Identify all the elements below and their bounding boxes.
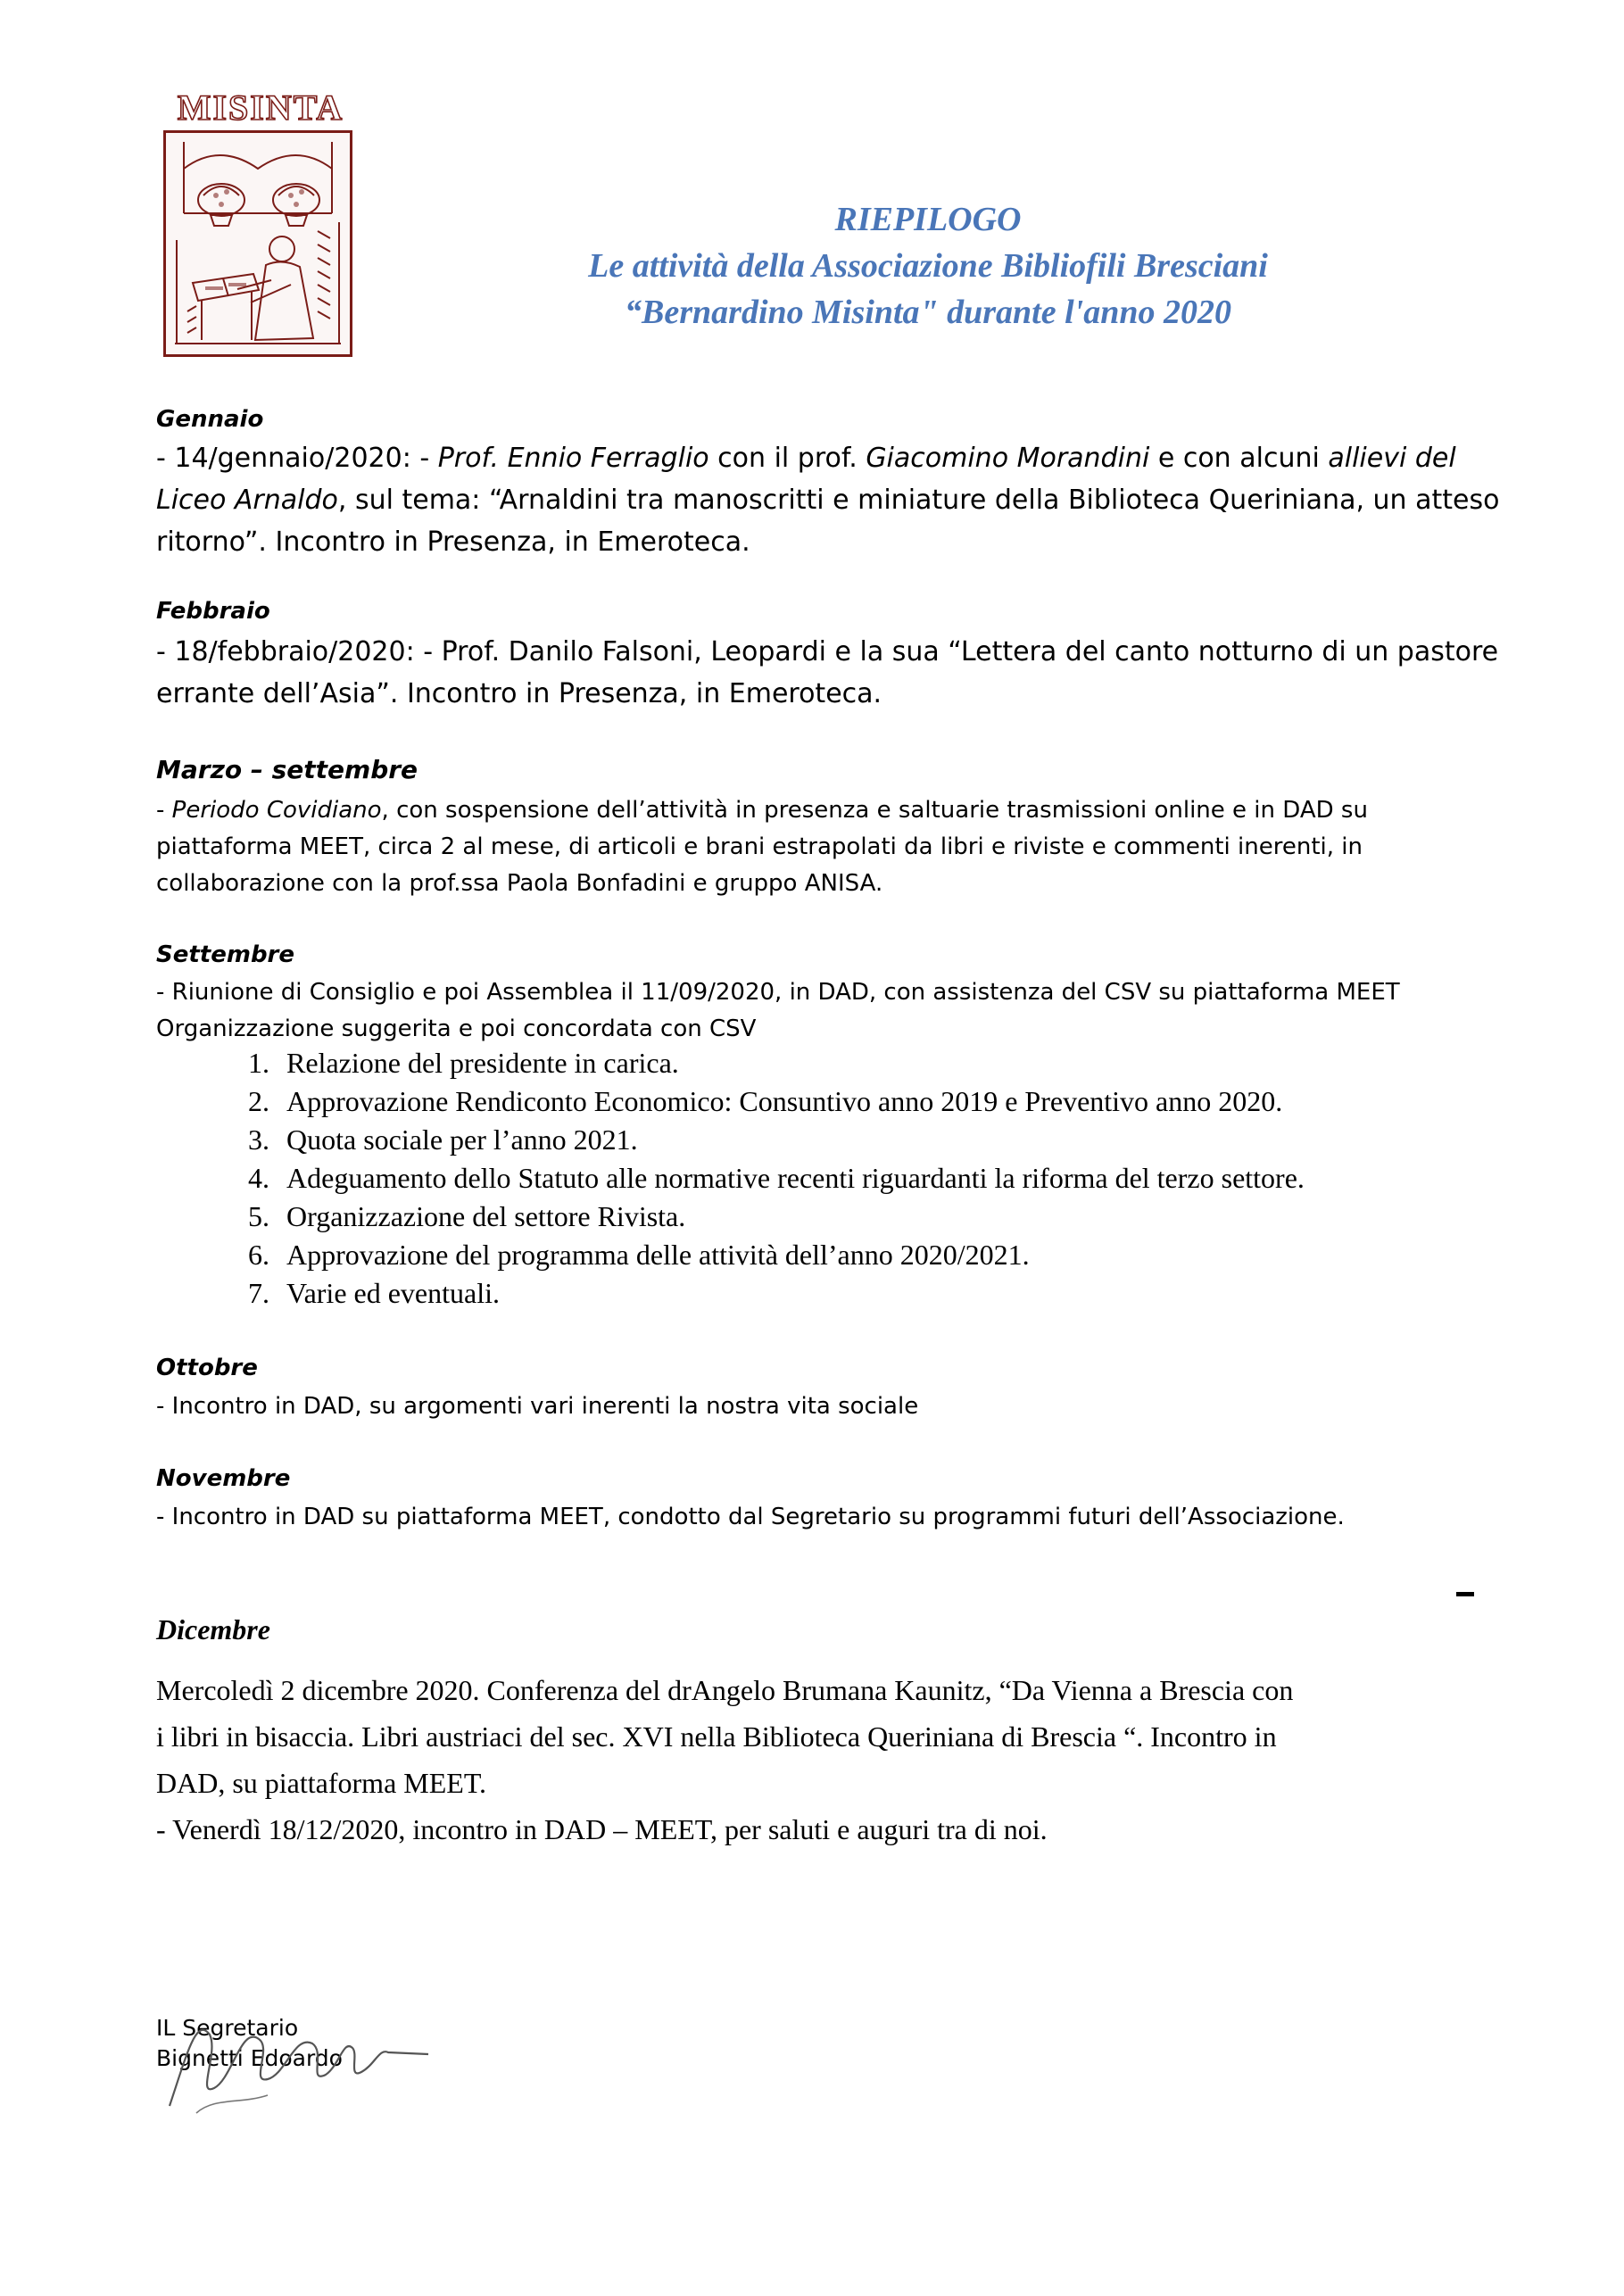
body-line: - 18/febbraio/2020: - Prof. Danilo Falsoni, Leopardi e la sua “Lettera del canto notturno di un pastore xyxy=(156,636,1499,667)
agenda-number: 4. xyxy=(248,1162,269,1194)
body-line: Organizzazione suggerita e poi concordata con CSV xyxy=(156,1015,757,1042)
agenda-text: Approvazione del programma delle attività dell’anno 2020/2021. xyxy=(286,1239,1030,1271)
logo-wordmark: MISINTA xyxy=(177,87,344,128)
section-title-ottobre: Ottobre xyxy=(156,1355,258,1381)
agenda-text: Adeguamento dello Statuto alle normative recenti riguardanti la riforma del terzo settore. xyxy=(286,1162,1305,1194)
text-span: e con alcuni xyxy=(1149,443,1329,474)
body-line: piattaforma MEET, circa 2 al mese, di articoli e brani estrapolati da libri e riviste e commenti inerenti, in xyxy=(156,833,1363,860)
section-body-febbraio xyxy=(156,631,1499,715)
body-line: collaborazione con la prof.ssa Paola Bonfadini e gruppo ANISA. xyxy=(156,870,883,897)
section-title-gennaio: Gennaio xyxy=(156,406,264,433)
body-line xyxy=(156,792,1481,829)
agenda-item xyxy=(248,1082,1305,1121)
agenda-number: 5. xyxy=(248,1200,269,1232)
emphasis-text: Liceo Arnaldo xyxy=(156,485,338,516)
decorative-dash xyxy=(1456,1592,1474,1596)
agenda-list xyxy=(248,1044,1305,1313)
agenda-number: 7. xyxy=(248,1277,269,1309)
body-line xyxy=(156,437,1481,479)
text-span: - xyxy=(156,797,172,824)
body-line: - Riunione di Consiglio e poi Assemblea il 11/09/2020, in DAD, con assistenza del CSV su piattaforma MEET xyxy=(156,979,1400,1006)
section-title-settembre: Settembre xyxy=(156,941,295,968)
section-body-ottobre xyxy=(156,1388,1481,1425)
emphasis-text: Periodo Covidiano xyxy=(171,797,382,824)
body-line: ritorno”. Incontro in Presenza, in Emeroteca. xyxy=(156,526,750,558)
section-title-febbraio: Febbraio xyxy=(156,598,270,625)
agenda-item xyxy=(248,1198,1305,1236)
association-logo xyxy=(163,89,358,362)
person-name: Giacomino Morandini xyxy=(866,443,1150,474)
body-line xyxy=(156,479,1500,521)
text-span: , con sospensione dell’attività in presenza e saltuarie trasmissioni online e in DAD su xyxy=(381,797,1368,824)
logo-woodcut-illustration xyxy=(163,130,352,357)
agenda-number: 3. xyxy=(248,1123,269,1156)
heading-title: RIEPILOGO xyxy=(834,201,1022,238)
agenda-number: 2. xyxy=(248,1085,269,1117)
body-line: - Venerdì 18/12/2020, incontro in DAD – MEET, per saluti e auguri tra di noi. xyxy=(156,1813,1048,1845)
section-body-novembre xyxy=(156,1499,1481,1536)
body-line: - Incontro in DAD, su argomenti vari inerenti la nostra vita sociale xyxy=(156,1393,919,1420)
emphasis-text: allievi del xyxy=(1328,443,1456,474)
handwritten-signature-icon xyxy=(161,1999,446,2124)
signature-name: Bignetti Edoardo xyxy=(156,2045,343,2071)
heading-subtitle-1: Le attività della Associazione Bibliofili Bresciani xyxy=(588,247,1268,285)
agenda-item xyxy=(248,1236,1305,1274)
section-title-marzo-settembre: Marzo – settembre xyxy=(156,755,418,784)
section-body-settembre xyxy=(156,974,1481,1048)
section-title-dicembre: Dicembre xyxy=(156,1613,270,1645)
scribe-woodcut-icon xyxy=(166,133,350,354)
agenda-item xyxy=(248,1121,1305,1159)
agenda-text: Varie ed eventuali. xyxy=(286,1277,500,1309)
agenda-item xyxy=(248,1159,1305,1198)
agenda-text: Approvazione Rendiconto Economico: Consuntivo anno 2019 e Preventivo anno 2020. xyxy=(286,1085,1283,1117)
text-span: - 14/gennaio/2020: - xyxy=(156,443,438,474)
agenda-number: 1. xyxy=(248,1047,269,1079)
agenda-item xyxy=(248,1274,1305,1313)
body-line: i libri in bisaccia. Libri austriaci del sec. XVI nella Biblioteca Queriniana di Brescia “. Incontro in xyxy=(156,1720,1277,1753)
person-name: Prof. Ennio Ferraglio xyxy=(437,443,709,474)
agenda-text: Organizzazione del settore Rivista. xyxy=(286,1200,686,1232)
section-title-novembre: Novembre xyxy=(156,1465,291,1492)
heading-subtitle-2: “Bernardino Misinta" durante l'anno 2020 xyxy=(625,294,1231,331)
agenda-item xyxy=(248,1044,1305,1082)
signature-role: IL Segretario xyxy=(156,2015,299,2041)
agenda-number: 6. xyxy=(248,1239,269,1271)
agenda-text: Relazione del presidente in carica. xyxy=(286,1047,679,1079)
section-body-marzo-settembre xyxy=(156,792,1481,902)
body-line: - Incontro in DAD su piattaforma MEET, condotto dal Segretario su programmi futuri dell’Associazione. xyxy=(156,1504,1345,1530)
body-line: Mercoledì 2 dicembre 2020. Conferenza del drAngelo Brumana Kaunitz, “Da Vienna a Brescia con xyxy=(156,1674,1294,1706)
body-line: DAD, su piattaforma MEET. xyxy=(156,1767,486,1799)
section-body-gennaio xyxy=(156,437,1500,563)
agenda-text: Quota sociale per l’anno 2021. xyxy=(286,1123,638,1156)
body-line: errante dell’Asia”. Incontro in Presenza, in Emeroteca. xyxy=(156,678,882,709)
document-heading xyxy=(500,196,1356,336)
section-body-dicembre xyxy=(156,1667,1481,1853)
text-span: , sul tema: “Arnaldini tra manoscritti e miniature della Biblioteca Queriniana, un atteso xyxy=(337,485,1500,516)
text-span: con il prof. xyxy=(708,443,866,474)
